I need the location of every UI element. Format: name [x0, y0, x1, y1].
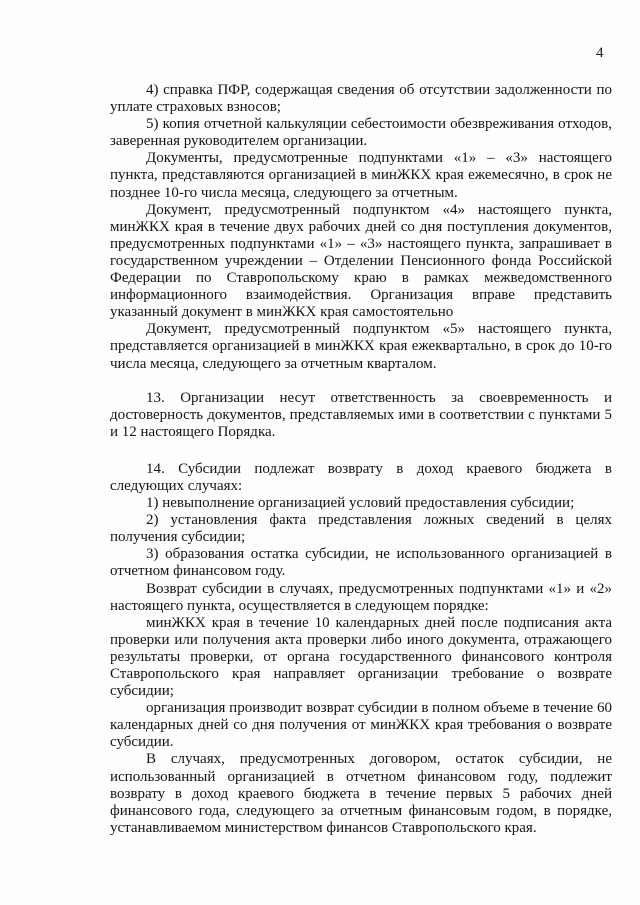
paragraph: В случаях, предусмотренных договором, остаток субсидии, не использованный организацией в отчетном финансовом году, подлежит возврату в доход краевого бюджета в течение первых 5 рабочих дней финансового года, следующего за отчетным финансовым годом, в порядке, устанавливаемом министерством финансов Ставропольского края.: [110, 751, 612, 836]
paragraph: 3) образования остатка субсидии, не использованного организацией в отчетном финансовом году.: [110, 546, 612, 580]
paragraph: организация производит возврат субсидии в полном объеме в течение 60 календарных дней со дня получения от минЖКХ края требования о возврате субсидии.: [110, 700, 612, 751]
page-number: 4: [596, 45, 604, 61]
paragraph: 2) установления факта представления ложных сведений в целях получения субсидии;: [110, 512, 612, 546]
paragraph-section-13: 13. Организации несут ответственность за своевременность и достоверность документов, представляемых ими в соответствии с пунктами 5 и 12 настоящего Порядка.: [110, 389, 612, 440]
paragraph: Возврат субсидии в случаях, предусмотренных подпунктами «1» и «2» настоящего пункта, осуществляется в следующем порядке:: [110, 580, 612, 614]
document-body: [110, 82, 612, 837]
paragraph: 4) справка ПФР, содержащая сведения об отсутствии задолженности по уплате страховых взносов;: [110, 82, 612, 116]
paragraph: Документы, предусмотренные подпунктами «1» – «3» настоящего пункта, представляются организацией в минЖКХ края ежемесячно, в срок не позднее 10-го числа месяца, следующего за отчетным.: [110, 150, 612, 201]
paragraph: Документ, предусмотренный подпунктом «4» настоящего пункта, минЖКХ края в течение двух рабочих дней со дня поступления документов, предусмотренных подпунктами «1» – «3» настоящего пункта, запрашивает в государственном учреждении – Отделении Пенсионного фонда Российской Федерации по Ставропольскому краю в рамках межведомственного информационного взаимодействия. Организация вправе представить указанный документ в минЖКХ края самостоятельно: [110, 201, 612, 321]
paragraph: Документ, предусмотренный подпунктом «5» настоящего пункта, представляется организацией в минЖКХ края ежеквартально, в срок до 10-го числа месяца, следующего за отчетным кварталом.: [110, 321, 612, 372]
paragraph-section-14: 14. Субсидии подлежат возврату в доход краевого бюджета в следующих случаях:: [110, 460, 612, 494]
paragraph: 1) невыполнение организацией условий предоставления субсидии;: [146, 495, 575, 512]
paragraph: 5) копия отчетной калькуляции себестоимости обезвреживания отходов, заверенная руководителем организации.: [110, 116, 612, 150]
paragraph: минЖКХ края в течение 10 календарных дней после подписания акта проверки или получения акта проверки либо иного документа, отражающего результаты проверки, от органа государственного финансового контроля Ставропольского края направляет организации требование о возврате субсидии;: [110, 614, 612, 700]
